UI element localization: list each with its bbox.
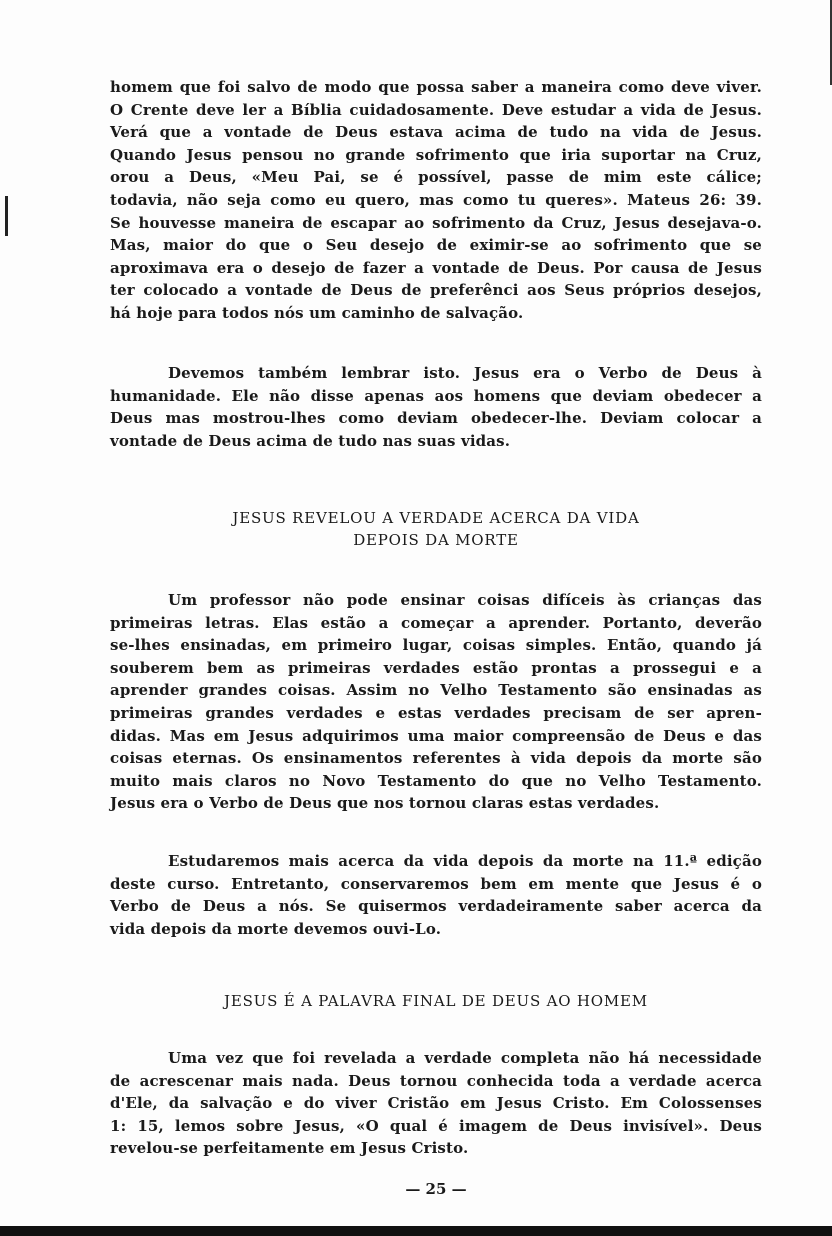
text-line: se-lhes ensinadas, em primeiro lugar, coisas simples. Então, quando já bbox=[110, 636, 762, 655]
heading-line: JESUS É A PALAVRA FINAL DE DEUS AO HOMEM bbox=[224, 992, 648, 1010]
text-line: Verbo de Deus a nós. Se quisermos verdadeiramente saber acerca da bbox=[110, 897, 762, 916]
text-line: ter colocado a vontade de Deus de preferênci aos Seus próprios desejos, bbox=[110, 281, 762, 300]
paragraph-4 bbox=[110, 850, 762, 940]
scan-bottom-border bbox=[0, 1226, 832, 1236]
text-line: 1: 15, lemos sobre Jesus, «O qual é imagem de Deus invisível». Deus bbox=[110, 1116, 762, 1135]
paragraph-2 bbox=[110, 362, 762, 452]
text-line: primeiras letras. Elas estão a começar a aprender. Portanto, deverão bbox=[110, 613, 762, 632]
text-line: Se houvesse maneira de escapar ao sofrimento da Cruz, Jesus desejava-o. bbox=[110, 213, 762, 232]
text-line: todavia, não seja como eu quero, mas como tu queres». Mateus 26: 39. bbox=[110, 190, 762, 209]
text-line: de acrescenar mais nada. Deus tornou conhecida toda a verdade acerca bbox=[110, 1071, 762, 1090]
text-line: coisas eternas. Os ensinamentos referentes à vida depois da morte são bbox=[110, 749, 762, 768]
text-line: há hoje para todos nós um caminho de salvação. bbox=[110, 303, 524, 322]
paragraph-1 bbox=[110, 76, 762, 325]
text-line: Um professor não pode ensinar coisas difíceis às crianças das bbox=[168, 591, 762, 609]
paragraph-3 bbox=[110, 589, 762, 815]
page-number: — 25 — bbox=[405, 1180, 467, 1198]
text-line: vontade de Deus acima de tudo nas suas vidas. bbox=[110, 431, 511, 450]
text-line: muito mais claros no Novo Testamento do que no Velho Testamento. bbox=[110, 771, 762, 790]
text-line: Verá que a vontade de Deus estava acima de tudo na vida de Jesus. bbox=[110, 123, 762, 142]
section-heading-1 bbox=[0, 507, 832, 551]
text-line: vida depois da morte devemos ouvi-Lo. bbox=[110, 919, 442, 938]
text-line: souberem bem as primeiras verdades estão prontas a prossegui e a bbox=[110, 658, 762, 677]
text-line: Deus mas mostrou-lhes como deviam obedecer-lhe. Deviam colocar a bbox=[110, 409, 762, 428]
text-line: revelou-se perfeitamente em Jesus Cristo. bbox=[110, 1139, 469, 1158]
text-line: aprender grandes coisas. Assim no Velho Testamento são ensinadas as bbox=[110, 681, 762, 700]
paragraph-5 bbox=[110, 1047, 762, 1160]
text-line: humanidade. Ele não disse apenas aos homens que deviam obedecer a bbox=[110, 386, 762, 405]
margin-mark bbox=[5, 196, 8, 236]
text-line: Uma vez que foi revelada a verdade completa não há necessidade bbox=[168, 1049, 762, 1067]
text-line: Jesus era o Verbo de Deus que nos tornou claras estas verdades. bbox=[110, 794, 660, 813]
heading-line: DEPOIS DA MORTE bbox=[353, 531, 519, 549]
text-line: Estudaremos mais acerca da vida depois da morte na 11.ª edição bbox=[168, 852, 762, 870]
text-line: orou a Deus, «Meu Pai, se é possível, passe de mim este cálice; bbox=[110, 168, 762, 187]
text-line: homem que foi salvo de modo que possa saber a maneira como deve viver. bbox=[110, 78, 762, 96]
text-line: d'Ele, da salvação e do viver Cristão em Jesus Cristo. Em Colossenses bbox=[110, 1094, 762, 1113]
text-line: Mas, maior do que o Seu desejo de eximir-se ao sofrimento que se bbox=[110, 236, 762, 255]
text-line: O Crente deve ler a Bíblia cuidadosamente. Deve estudar a vida de Jesus. bbox=[110, 100, 762, 119]
text-line: Devemos também lembrar isto. Jesus era o Verbo de Deus à bbox=[168, 364, 762, 382]
section-heading-2 bbox=[0, 990, 832, 1012]
heading-line: JESUS REVELOU A VERDADE ACERCA DA VIDA bbox=[232, 509, 640, 527]
text-line: deste curso. Entretanto, conservaremos bem em mente que Jesus é o bbox=[110, 874, 762, 893]
text-line: didas. Mas em Jesus adquirimos uma maior compreensão de Deus e das bbox=[110, 726, 762, 745]
text-line: aproximava era o desejo de fazer a vontade de Deus. Por causa de Jesus bbox=[110, 258, 762, 277]
text-line: Quando Jesus pensou no grande sofrimento que iria suportar na Cruz, bbox=[110, 145, 762, 164]
text-line: primeiras grandes verdades e estas verdades precisam de ser apren- bbox=[110, 703, 762, 722]
